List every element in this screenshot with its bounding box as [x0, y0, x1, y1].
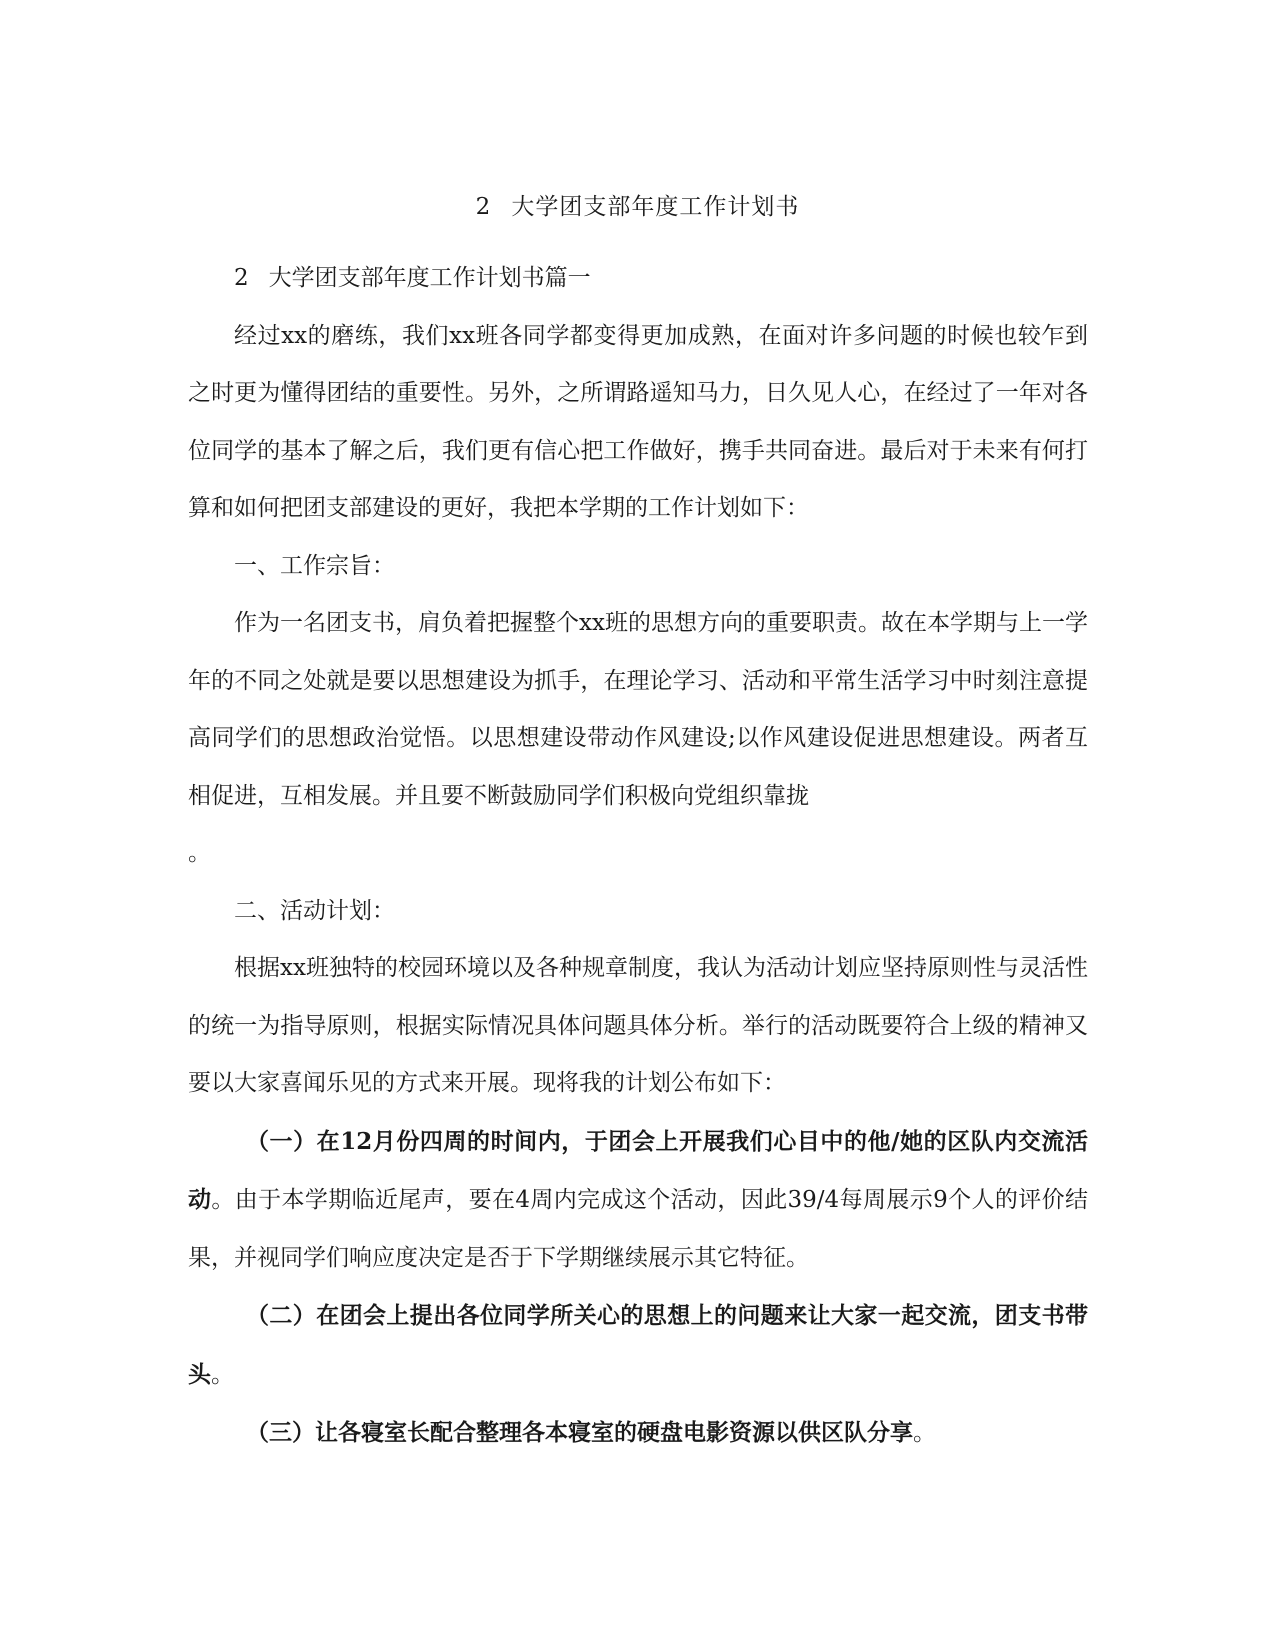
title-number: 2 [475, 194, 492, 220]
plan-item-1-text: 。由于本学期临近尾声，要在4周内完成这个活动，因此39/4每周展示9个人的评价结果，并视同学们响应度决定是否于下学期继续展示其它特征。 [188, 1187, 1089, 1271]
document-body [188, 250, 1088, 1463]
heading-purpose: 一、工作宗旨： [234, 552, 395, 579]
plan-item-2-text: 。 [211, 1361, 234, 1388]
document-title [0, 188, 1275, 221]
plan-item-2 [188, 1287, 1088, 1404]
plan-item-1 [188, 1113, 1088, 1288]
section-subtitle [188, 250, 1088, 308]
paragraph-purpose-tail: 。 [188, 840, 211, 866]
plan-item-3-lead: （三）让各寝室长配合整理各本寝室的硬盘电影资源以供区队分享 [246, 1419, 913, 1446]
plan-item-2-lead: （二）在团会上提出各位同学所关心的思想上的问题来让大家一起交流，团支书带头 [188, 1302, 1088, 1388]
heading-activity-plan: 二、活动计划： [234, 897, 395, 924]
plan-item-1-lead: （一）在12月份四周的时间内，于团会上开展我们心目中的他/她的区队内交流活动 [188, 1127, 1088, 1213]
subtitle-number: 2 [234, 265, 249, 291]
plan-item-3 [188, 1404, 1088, 1463]
plan-item-3-text: 。 [913, 1420, 936, 1446]
paragraph-activity-plan: 根据xx班独特的校园环境以及各种规章制度，我认为活动计划应坚持原则性与灵活性的统一为指导原则，根据实际情况具体问题具体分析。举行的活动既要符合上级的精神又要以大家喜闻乐见的方式来开展。现将我的计划公布如下： [188, 955, 1088, 1096]
subtitle-text: 大学团支部年度工作计划书篇一 [268, 265, 591, 291]
paragraph-purpose [188, 595, 1088, 825]
title-text: 大学团支部年度工作计划书 [511, 194, 800, 220]
paragraph-purpose-text: 作为一名团支书，肩负着把握整个xx班的思想方向的重要职责。故在本学期与上一学年的不同之处就是要以思想建设为抓手，在理论学习、活动和平常生活学习中时刻注意提高同学们的思想政治觉悟。以思想建设带动作风建设;以作风建设促进思想建设。两者互相促进，互相发展。并且要不断鼓励同学们积极向党组织靠拢 [188, 610, 1088, 809]
paragraph-intro: 经过xx的磨练，我们xx班各同学都变得更加成熟，在面对许多问题的时候也较乍到之时更为懂得团结的重要性。另外，之所谓路遥知马力，日久见人心，在经过了一年对各位同学的基本了解之后，我们更有信心把工作做好，携手共同奋进。最后对于未来有何打算和如何把团支部建设的更好，我把本学期的工作计划如下： [188, 322, 1088, 521]
